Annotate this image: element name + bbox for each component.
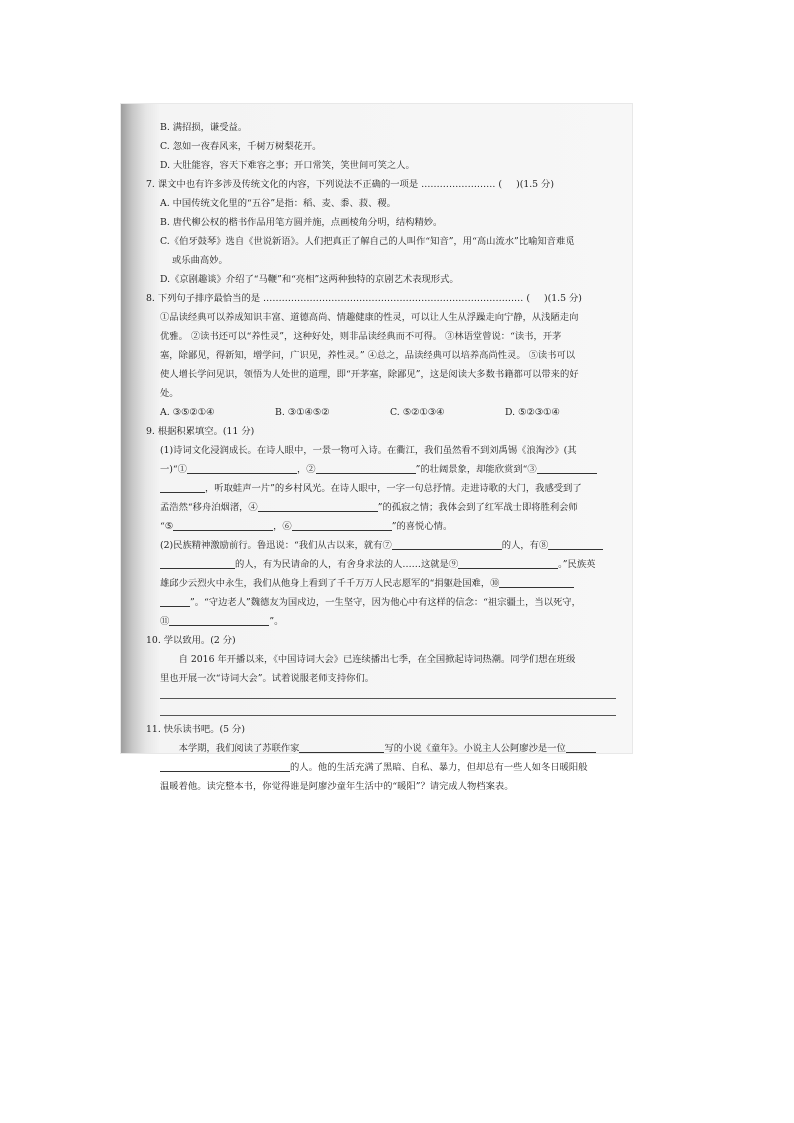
q11-line-2: 的人。他的生活充满了黑暗、自私、暴力，但却总有一些人如冬日暖阳般 <box>160 758 620 777</box>
q9-p1-line-3: ，听取蛙声一片”的乡村风光。在诗人眼中，一字一句总抒情。走进诗歌的大门，我感受到了 <box>160 479 620 498</box>
q8-option-c[interactable]: C. ⑤②①③④ <box>390 407 445 418</box>
author-blank[interactable] <box>299 743 384 753</box>
q9-p2-line-2: 的人，有为民请命的人，有舍身求法的人……这就是⑨ 。”民族英 <box>160 555 620 574</box>
q9-p2-line-4: ”。“守边老人”魏德友为国戍边，一生坚守，因为他心中有这样的信念：“祖宗疆土，当以死守， <box>160 593 620 612</box>
blank-9[interactable] <box>458 559 558 569</box>
blank-5[interactable] <box>173 521 273 531</box>
q7-option-a: A. 中国传统文化里的“五谷”是指：稻、麦、黍、菽、稷。 <box>160 198 396 209</box>
q9-p2-line-3: 雄邱少云烈火中永生，我们从他身上看到了千千万万人民志愿军的“捐躯赴国难，⑩ <box>160 574 620 593</box>
q8-line-3: 塞，除鄙见，得新知，增学问，广识见，养性灵。” ④总之，品读经典可以培养高尚性灵。 ⑤读书可以 <box>160 350 576 361</box>
q10-stem: 10. 学以致用。(2 分) <box>146 635 236 646</box>
q7-option-c-cont: 或乐曲高妙。 <box>172 255 228 266</box>
q7-option-c: C.《伯牙鼓琴》选自《世说新语》。人们把真正了解自己的人叫作“知音”，用“高山流水”比喻知音难觅 <box>160 236 575 247</box>
q6-option-c: C. 忽如一夜春风来，千树万树梨花开。 <box>160 141 322 152</box>
q11-line-3: 温暖着他。读完整本书，你觉得谁是阿廖沙童年生活中的“暖阳”？请完成人物档案表。 <box>160 781 514 792</box>
q7-option-b: B. 唐代柳公权的楷书作品用笔方圆并施，点画棱角分明，结构精妙。 <box>160 217 443 228</box>
answer-line-1[interactable] <box>160 698 616 699</box>
q10-line-2: 里也开展一次“诗词大会”。试着说服老师支持你们。 <box>160 673 375 684</box>
q7-stem: 7. 课文中也有许多涉及传统文化的内容，下列说法不正确的一项是 …………………… ( )(1.5 分) <box>146 179 554 190</box>
q9-p1-line-1: (1)诗词文化浸润成长。在诗人眼中，一景一物可入诗。在衢江，我们虽然看不到刘禹锡《浪淘沙》(其 <box>160 445 577 456</box>
blank-6[interactable] <box>292 521 392 531</box>
q6-option-b: B. 满招损，谦受益。 <box>160 122 248 133</box>
q8-stem: 8. 下列句子排序最恰当的是 ………………………………………………………………………… ( )(1.5 分) <box>146 293 582 304</box>
q11-stem: 11. 快乐读书吧。(5 分) <box>146 724 245 735</box>
blank-4[interactable] <box>258 502 378 512</box>
blank-3-cont[interactable] <box>160 483 205 493</box>
q9-p1-line-5: “⑤ ，⑥ ”的喜悦心情。 <box>160 521 453 532</box>
blank-2[interactable] <box>316 464 416 474</box>
trait-blank[interactable] <box>566 743 596 753</box>
q8-line-2: 优雅。 ②读书还可以“养性灵”，这种好处，则非品读经典而不可得。 ③林语堂曾说：“读书，开茅 <box>160 331 562 342</box>
q9-p2-line-5: ⑪ ”。 <box>160 616 284 627</box>
q9-stem: 9. 根据积累填空。(11 分) <box>146 426 255 437</box>
q8-option-b[interactable]: B. ③①④⑤② <box>275 407 330 418</box>
q9-p2-line-1: (2)民族精神激励前行。鲁迅说：“我们从古以来，就有⑦ 的人，有⑧ <box>160 536 620 555</box>
blank-11[interactable] <box>169 616 269 626</box>
worksheet-content <box>146 118 620 796</box>
q8-line-4: 使人增长学问见识，领悟为人处世的道理，即“开茅塞，除鄙见”，这是阅读大多数书籍都可以带来的好 <box>160 369 579 380</box>
q10-line-1: 自 2016 年开播以来，《中国诗词大会》已连续播出七季，在全国掀起诗词热潮。同学们想在班级 <box>178 654 576 665</box>
q8-option-a[interactable]: A. ③⑤②①④ <box>160 407 215 418</box>
q6-option-d: D. 大肚能容，容天下难容之事；开口常笑，笑世间可笑之人。 <box>160 160 415 171</box>
q8-option-d[interactable]: D. ⑤②③①④ <box>505 407 560 418</box>
q9-p1-line-2: 一)“① ，② ”的壮阔景象，却能欣赏到“③ <box>160 460 620 479</box>
blank-3[interactable] <box>537 464 597 474</box>
blank-10-cont[interactable] <box>160 597 190 607</box>
blank-1[interactable] <box>187 464 297 474</box>
blank-8-cont[interactable] <box>160 559 235 569</box>
q9-p1-line-4: 孟浩然“移舟泊烟渚，④ ”的孤寂之情；我体会到了红军战士即将胜利会师 <box>160 502 578 513</box>
blank-7[interactable] <box>392 540 502 550</box>
q11-line-1: 本学期，我们阅读了苏联作家 写的小说《童年》。小说主人公阿廖沙是一位 <box>160 739 620 758</box>
q8-options <box>160 403 620 422</box>
q8-line-1: ①品读经典可以养成知识丰富、道德高尚、情趣健康的性灵，可以让人生从浮躁走向宁静，从浅陋走向 <box>160 312 579 323</box>
q7-option-d: D.《京剧趣谈》介绍了“马鞭”和“亮相”这两种独特的京剧艺术表现形式。 <box>160 274 459 285</box>
q8-line-5: 处。 <box>160 388 179 399</box>
blank-8[interactable] <box>548 540 603 550</box>
blank-10[interactable] <box>499 578 574 588</box>
trait-blank-cont[interactable] <box>160 762 290 772</box>
